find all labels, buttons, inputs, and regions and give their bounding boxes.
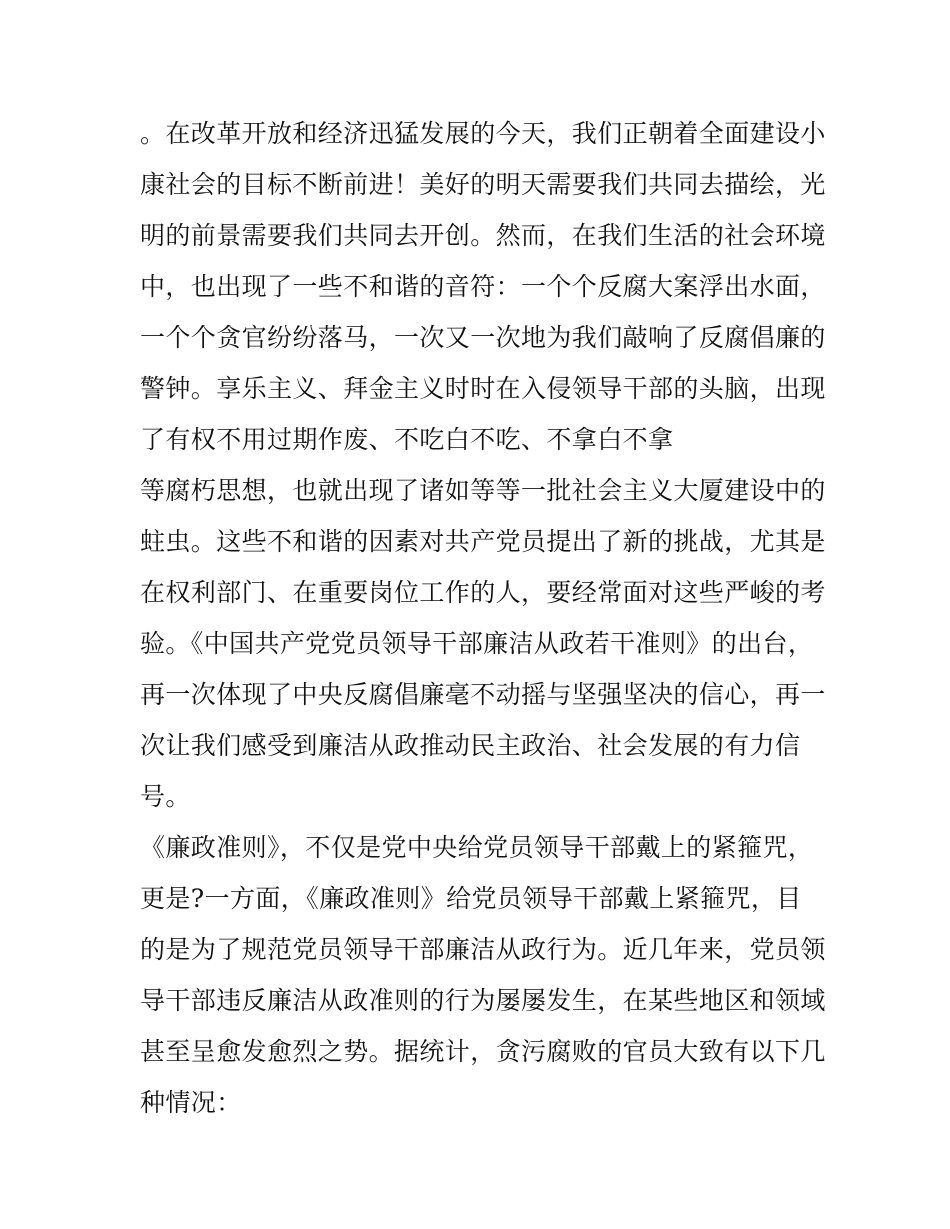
text-line: 次让我们感受到廉洁从政推动民主政治、社会发展的有力信	[140, 731, 801, 760]
text-line: 警钟。享乐主义、拜金主义时时在入侵领导干部的头脑，出现	[140, 374, 826, 403]
text-line: 在权利部门、在重要岗位工作的人，要经常面对这些严峻的考	[140, 578, 826, 607]
text-line: 号。	[140, 782, 191, 811]
text-line: 蛀虫。这些不和谐的因素对共产党员提出了新的挑战，尤其是	[140, 527, 826, 556]
text-line: 中，也出现了一些不和谐的音符：一个个反腐大案浮出水面，	[140, 272, 826, 301]
text-line: 的是为了规范党员领导干部廉洁从政行为。近几年来，党员领	[140, 935, 826, 964]
text-line: 验。《中国共产党党员领导干部廉洁从政若干准则》的出台，	[140, 629, 814, 658]
text-line: 一个个贪官纷纷落马，一次又一次地为我们敲响了反腐倡廉的	[140, 323, 826, 352]
text-line: 。在改革开放和经济迅猛发展的今天，我们正朝着全面建设小	[140, 119, 826, 148]
text-line: 康社会的目标不断前进！美好的明天需要我们共同去描绘，光	[140, 170, 826, 199]
body-text	[140, 108, 826, 1128]
text-line: 导干部违反廉洁从政准则的行为屡屡发生，在某些地区和领域	[140, 986, 826, 1015]
text-line: 更是?一方面，《廉政准则》给党员领导干部戴上紧箍咒，目	[140, 884, 802, 913]
text-line: 了有权不用过期作废、不吃白不吃、不拿白不拿	[140, 425, 674, 454]
text-line: 明的前景需要我们共同去开创。然而，在我们生活的社会环境	[140, 221, 826, 250]
text-line: 等腐朽思想，也就出现了诸如等等一批社会主义大厦建设中的	[140, 476, 826, 505]
text-line: 种情况：	[140, 1088, 242, 1117]
text-line: 再一次体现了中央反腐倡廉毫不动摇与坚强坚决的信心，再一	[140, 680, 826, 709]
text-line: 《廉政准则》，不仅是党中央给党员领导干部戴上的紧箍咒，	[140, 833, 814, 862]
text-line: 甚至呈愈发愈烈之势。据统计，贪污腐败的官员大致有以下几	[140, 1037, 826, 1066]
